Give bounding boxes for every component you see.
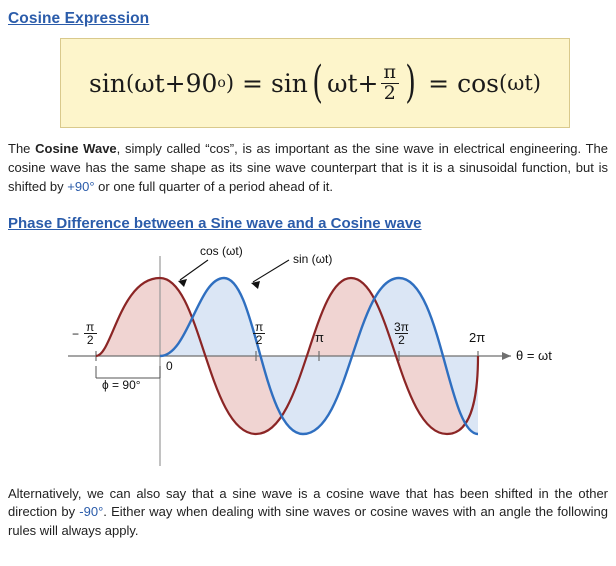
para1-text3: or one full quarter of a period ahead of it.: [94, 178, 334, 194]
paragraph-alternative: [8, 485, 608, 542]
cos-curve-label: cos (ωt): [200, 243, 243, 258]
frac-half-pi: [252, 321, 266, 347]
cosine-expression-formula: sin ( ωt+90 o ) = sin ( ωt+ $\frac{\pi}{2}$ ) = cos (ωt): [89, 56, 541, 108]
origin-label: 0: [166, 358, 173, 373]
para1-text1: The: [8, 141, 36, 156]
formula-close-paren: ): [405, 56, 416, 108]
tick-label-two-pi: 2π: [469, 329, 486, 345]
formula-box: [60, 38, 570, 128]
sin-label-arrowhead: [251, 281, 260, 289]
minus-sign: −: [72, 326, 80, 341]
formula-rhs-function: cos: [457, 68, 499, 98]
formula-lhs-argument: ωt+90: [134, 68, 218, 98]
cos-label-pointer: [180, 260, 208, 280]
section-heading-phase-difference: Phase Difference between a Sine wave and a Cosine wave: [8, 214, 422, 232]
formula-equals-2: =: [428, 68, 450, 98]
para1-text2: , simply called “cos”, is as important as the sine wave in electrical engineering. The cosine wave has the same shape as its sine wave counterpart that is it is a sinusoidal function, but is shifted by: [8, 141, 609, 194]
para1-accent: +90°: [67, 178, 95, 194]
tick-label-half-pi: [250, 321, 268, 347]
fraction-denominator: 2: [381, 83, 399, 104]
phase-difference-figure: [8, 238, 608, 473]
formula-mid-function: sin: [270, 68, 308, 98]
formula-open-paren: (: [312, 56, 323, 108]
x-axis-label: θ = ωt: [516, 347, 552, 363]
frac-three-half-pi: [391, 321, 412, 347]
tick0-num: π: [86, 319, 95, 334]
tick-label-three-half-pi: [389, 321, 414, 347]
sin-label-pointer: [253, 260, 289, 282]
page-title: Cosine Expression: [8, 10, 150, 27]
tick-label-minus-half-pi: [72, 321, 99, 347]
tick0-den: 2: [84, 333, 97, 346]
paragraph-cosine-wave: [8, 140, 608, 197]
para2-accent: -90°: [79, 504, 104, 520]
para1-bold: Cosine Wave: [35, 141, 117, 156]
tick1-num: π: [255, 319, 264, 334]
formula-degree-symbol: o: [217, 75, 226, 91]
cos-label-arrowhead: [178, 279, 187, 287]
x-axis-arrow: [502, 352, 511, 360]
formula-rhs-argument: (ωt): [499, 71, 541, 95]
formula-fraction: [380, 60, 399, 104]
para2-text1: Alternatively, we can also say that a sine wave is a cosine wave that has been shifted in the other direction by: [8, 485, 608, 520]
frac-minus-half-pi: [83, 321, 97, 347]
tick1-den: 2: [253, 333, 266, 346]
tick-label-pi: π: [315, 329, 324, 345]
formula-mid-argument: ωt+: [327, 68, 379, 98]
phase-shift-label: ϕ = 90°: [102, 377, 141, 392]
fraction-numerator: π: [383, 60, 396, 83]
formula-lhs-function: sin: [89, 68, 126, 98]
tick3-num: 3π: [394, 319, 409, 334]
formula-equals-1: =: [242, 68, 263, 98]
sin-curve-label: sin (ωt): [293, 251, 333, 266]
tick3-den: 2: [395, 333, 408, 346]
para2-text2: . Either way when dealing with sine waves or cosine waves with an angle the following rules will always apply.: [8, 504, 608, 539]
